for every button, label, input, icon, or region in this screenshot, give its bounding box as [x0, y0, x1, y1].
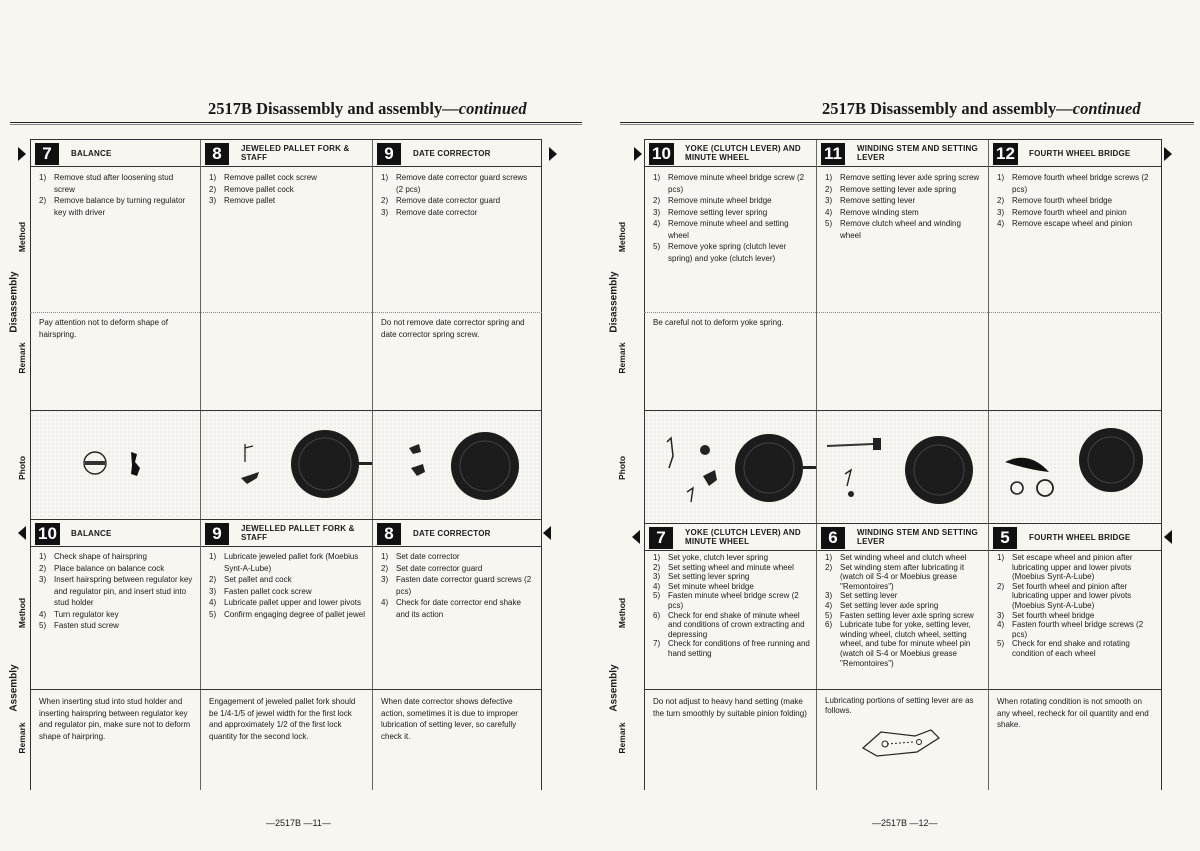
step-title: YOKE (CLUTCH LEVER) AND MINUTE WHEEL: [685, 528, 801, 546]
continue-arrow-icon: [634, 147, 642, 161]
continue-arrow-icon: [549, 147, 557, 161]
title-rule: [10, 122, 582, 123]
method-list: [209, 551, 366, 620]
step-number: 12: [993, 143, 1018, 165]
title-rule-thin: [620, 124, 1194, 125]
step-title: WINDING STEM AND SETTING LEVER: [857, 528, 978, 546]
method-item: 3) Insert hairspring between regulator key and regulator pin, and insert stud into stud holder: [39, 575, 193, 607]
method-list: [381, 172, 535, 218]
method-item: 2) Remove minute wheel bridge: [653, 196, 772, 205]
method-item: 1) Remove fourth wheel bridge screws (2 pcs): [997, 173, 1149, 194]
step-title: DATE CORRECTOR: [413, 529, 491, 538]
method-item: 1) Remove stud after loosening stud screw: [39, 173, 174, 194]
label-assembly: Assembly: [8, 664, 20, 712]
method-item: 1) Set yoke, clutch lever spring: [653, 553, 769, 562]
method-item: 3) Remove date corrector: [381, 207, 478, 217]
method-item: 4) Remove minute wheel and setting wheel: [653, 219, 789, 240]
method-item: 5) Remove clutch wheel and winding wheel: [825, 219, 961, 240]
method-list: [653, 172, 810, 264]
label-method: Method: [617, 597, 627, 629]
step-number: 10: [35, 523, 60, 545]
method-item: 4) Fasten fourth wheel bridge screws (2 pcs): [997, 620, 1144, 639]
assembly-table: [644, 523, 1162, 790]
back-arrow-icon: [18, 526, 26, 540]
method-item: 2) Remove balance by turning regulator key with driver: [39, 196, 186, 217]
step-header: [645, 524, 816, 551]
method-item: 1) Set date corrector: [381, 552, 460, 561]
method-item: 5) Confirm engaging degree of pallet jewel: [209, 609, 365, 619]
movement-photo-icon: [373, 410, 541, 520]
method-list: [997, 172, 1155, 230]
step-title: FOURTH WHEEL BRIDGE: [1029, 149, 1131, 158]
method-item: 4) Turn regulator key: [39, 609, 119, 619]
method-item: 2) Set winding stem after lubricating it (watch oil S-4 or Moebius grease "Remontoires"): [825, 562, 965, 591]
label-remark: Remark: [17, 342, 27, 374]
label-photo: Photo: [17, 455, 27, 481]
method-list: [825, 172, 982, 241]
method-item: 5) Fasten stud screw: [39, 621, 119, 630]
title-rule-thin: [10, 124, 582, 125]
step-title: FOURTH WHEEL BRIDGE: [1029, 533, 1131, 542]
photo-pallet: [201, 410, 372, 520]
method-item: 2) Set pallet and cock: [209, 575, 292, 584]
label-photo: Photo: [617, 455, 627, 481]
method-item: 4) Remove winding stem: [825, 207, 919, 217]
method-item: 5) Fasten setting lever axle spring screw: [825, 610, 974, 620]
method-item: 3) Remove fourth wheel and pinion: [997, 207, 1127, 217]
label-disassembly: Disassembly: [608, 271, 620, 333]
movement-photo-icon: [201, 410, 372, 520]
label-disassembly: Disassembly: [8, 271, 20, 333]
step-column: [30, 520, 200, 790]
method-item: 1) Remove date corrector guard screws (2 pcs): [381, 173, 528, 194]
step-number: 8: [205, 143, 229, 165]
label-method: Method: [17, 221, 27, 253]
step-column: [372, 140, 542, 519]
step-title: WINDING STEM AND SETTING LEVER: [857, 144, 978, 162]
step-column: [816, 140, 988, 523]
method-item: 3) Fasten pallet cock screw: [209, 586, 312, 596]
label-method: Method: [617, 221, 627, 253]
movement-photo-icon: [645, 410, 816, 524]
remark-text: Pay attention not to deform shape of hairspring.: [39, 318, 168, 339]
label-method: Method: [17, 597, 27, 629]
step-title: YOKE (CLUTCH LEVER) AND MINUTE WHEEL: [685, 144, 801, 162]
method-item: 2) Remove fourth wheel bridge: [997, 196, 1113, 205]
photo-winding-stem: [817, 410, 988, 524]
page-number: —2517B —12—: [872, 818, 938, 828]
remark-text: Do not adjust to heavy hand setting (make the turn smoothly by suitable pinion folding): [653, 697, 807, 718]
photo-yoke: [645, 410, 816, 524]
method-item: 2) Set fourth wheel and pinion after lubricating upper and lower pivots (Moebius Synt-A-Lube): [997, 581, 1132, 610]
step-header: [989, 140, 1161, 167]
step-title: BALANCE: [71, 529, 112, 538]
page-number: —2517B —11—: [266, 818, 331, 828]
back-arrow-icon: [543, 526, 551, 540]
remark-text: Engagement of jeweled pallet fork should be 1/4-1/5 of jewel width for the first lock and approximately 1/2 of the first lock quantity for the second lock.: [209, 697, 356, 741]
right-page: [600, 0, 1200, 851]
step-column: [200, 140, 372, 519]
remark-text: When rotating condition is not smooth on any wheel, recheck for oil quantity and end shake.: [997, 697, 1149, 729]
method-item: 5) Remove yoke spring (clutch lever spring) and yoke (clutch lever): [653, 242, 787, 263]
remark-text: When date corrector shows defective action, sometimes it is due to improper lubrication of setting lever, so carefully check it.: [381, 697, 518, 741]
method-list: [381, 551, 535, 620]
step-column: [816, 524, 988, 790]
step-column: [644, 140, 816, 523]
method-list: [39, 551, 194, 632]
step-header: [817, 524, 988, 551]
method-item: 3) Set setting lever: [825, 591, 898, 601]
method-item: 1) Set winding wheel and clutch wheel: [825, 553, 967, 562]
step-header: [645, 140, 816, 167]
balance-photo-icon: [31, 410, 200, 520]
method-item: 2) Remove setting lever axle spring: [825, 184, 957, 194]
movement-photo-icon: [817, 410, 988, 524]
method-item: 1) Remove minute wheel bridge screw (2 pcs): [653, 173, 805, 194]
step-title: DATE CORRECTOR: [413, 149, 491, 158]
back-arrow-icon: [632, 530, 640, 544]
remark-text: Lubricating portions of setting lever are as follows.: [825, 696, 974, 715]
title-rule: [620, 122, 1194, 123]
remark-text: When inserting stud into stud holder and inserting hairspring between regulator key and regulator pin, make sure not to deform shape of hairpring.: [39, 697, 191, 741]
method-item: 6) Lubricate tube for yoke, setting lever, winding wheel, clutch wheel, setting wheel, and tube for minute wheel pin (watch oil S-4 or Moebius grease "Remontoires"): [825, 620, 971, 668]
photo-balance: [31, 410, 200, 520]
label-remark: Remark: [17, 722, 27, 754]
method-item: 1) Lubricate jeweled pallet fork (Moebius Synt-A-Lube): [209, 552, 359, 573]
method-item: 2) Remove date corrector guard: [381, 196, 501, 205]
step-header: [201, 520, 372, 547]
step-number: 5: [993, 527, 1017, 549]
method-item: 1) Remove setting lever axle spring screw: [825, 173, 980, 182]
method-item: 3) Set fourth wheel bridge: [997, 610, 1095, 620]
method-item: 3) Remove pallet: [209, 196, 276, 205]
method-item: 1) Remove pallet cock screw: [209, 173, 317, 182]
photo-fourth-wheel: [989, 410, 1161, 524]
disassembly-table: [644, 139, 1162, 523]
step-number: 7: [35, 143, 59, 165]
label-remark: Remark: [617, 722, 627, 754]
method-item: 4) Set minute wheel bridge: [653, 581, 754, 591]
method-item: 6) Check for end shake of minute wheel and conditions of crown extracting and depressing: [653, 610, 805, 639]
assembly-table: [30, 519, 542, 790]
movement-photo-icon: [989, 410, 1161, 524]
method-item: 2) Set date corrector guard: [381, 563, 483, 573]
method-item: 4) Check for date corrector end shake and its action: [381, 598, 521, 619]
step-column: [644, 524, 816, 790]
method-item: 3) Set setting lever spring: [653, 572, 750, 582]
method-item: 1) Set escape wheel and pinion after lubricating upper and lower pivots (Moebius Synt-A-Lube): [997, 553, 1133, 582]
method-item: 3) Remove setting lever spring: [653, 207, 768, 217]
step-header: [31, 520, 200, 547]
step-column: [30, 140, 200, 519]
method-item: 4) Lubricate pallet upper and lower pivots: [209, 598, 361, 607]
method-item: 3) Fasten date corrector guard screws (2 pcs): [381, 575, 532, 596]
label-assembly: Assembly: [608, 664, 620, 712]
method-list: [825, 553, 982, 668]
method-item: 4) Remove escape wheel and pinion: [997, 219, 1133, 228]
back-arrow-icon: [1164, 530, 1172, 544]
step-number: 9: [377, 143, 401, 165]
step-title: BALANCE: [71, 149, 112, 158]
step-number: 9: [205, 523, 229, 545]
page-title: 2517B Disassembly and assembly—continued: [822, 99, 1141, 118]
method-list: [39, 172, 194, 218]
step-number: 8: [377, 523, 401, 545]
step-header: [373, 140, 541, 167]
method-item: 1) Check shape of hairspring: [39, 552, 147, 561]
method-item: 4) Set setting lever axle spring: [825, 600, 939, 610]
method-item: 5) Check for end shake and rotating condition of each wheel: [997, 639, 1130, 658]
step-column: [200, 520, 372, 790]
remark-text: Do not remove date corrector spring and date corrector spring screw.: [381, 318, 525, 339]
step-column: [372, 520, 542, 790]
photo-date-corrector: [373, 410, 541, 520]
method-item: 2) Remove pallet cock: [209, 184, 294, 194]
method-list: [653, 553, 810, 659]
step-column: [988, 140, 1162, 523]
method-item: 3) Remove setting lever: [825, 196, 916, 205]
method-list: [997, 553, 1155, 659]
step-header: [373, 520, 541, 547]
step-number: 6: [821, 527, 845, 549]
step-header: [817, 140, 988, 167]
step-title: JEWELLED PALLET FORK & STAFF: [241, 524, 355, 542]
method-item: 5) Fasten minute wheel bridge screw (2 pcs): [653, 591, 799, 610]
method-list: [209, 172, 366, 207]
setting-lever-diagram-icon: [857, 722, 947, 762]
step-header: [989, 524, 1161, 551]
step-header: [201, 140, 372, 167]
page-title: 2517B Disassembly and assembly—continued: [208, 99, 527, 118]
method-item: 2) Place balance on balance cock: [39, 563, 165, 573]
continue-arrow-icon: [1164, 147, 1172, 161]
method-item: 7) Check for conditions of free running and hand setting: [653, 639, 810, 658]
step-number: 7: [649, 527, 673, 549]
remark-text: Be careful not to deform yoke spring.: [653, 318, 784, 327]
step-number: 10: [649, 143, 674, 165]
continue-arrow-icon: [18, 147, 26, 161]
step-column: [988, 524, 1162, 790]
step-number: 11: [821, 143, 845, 165]
step-header: [31, 140, 200, 167]
method-item: 2) Set setting wheel and minute wheel: [653, 562, 794, 572]
disassembly-table: [30, 139, 542, 519]
label-remark: Remark: [617, 342, 627, 374]
step-title: JEWELED PALLET FORK & STAFF: [241, 144, 350, 162]
